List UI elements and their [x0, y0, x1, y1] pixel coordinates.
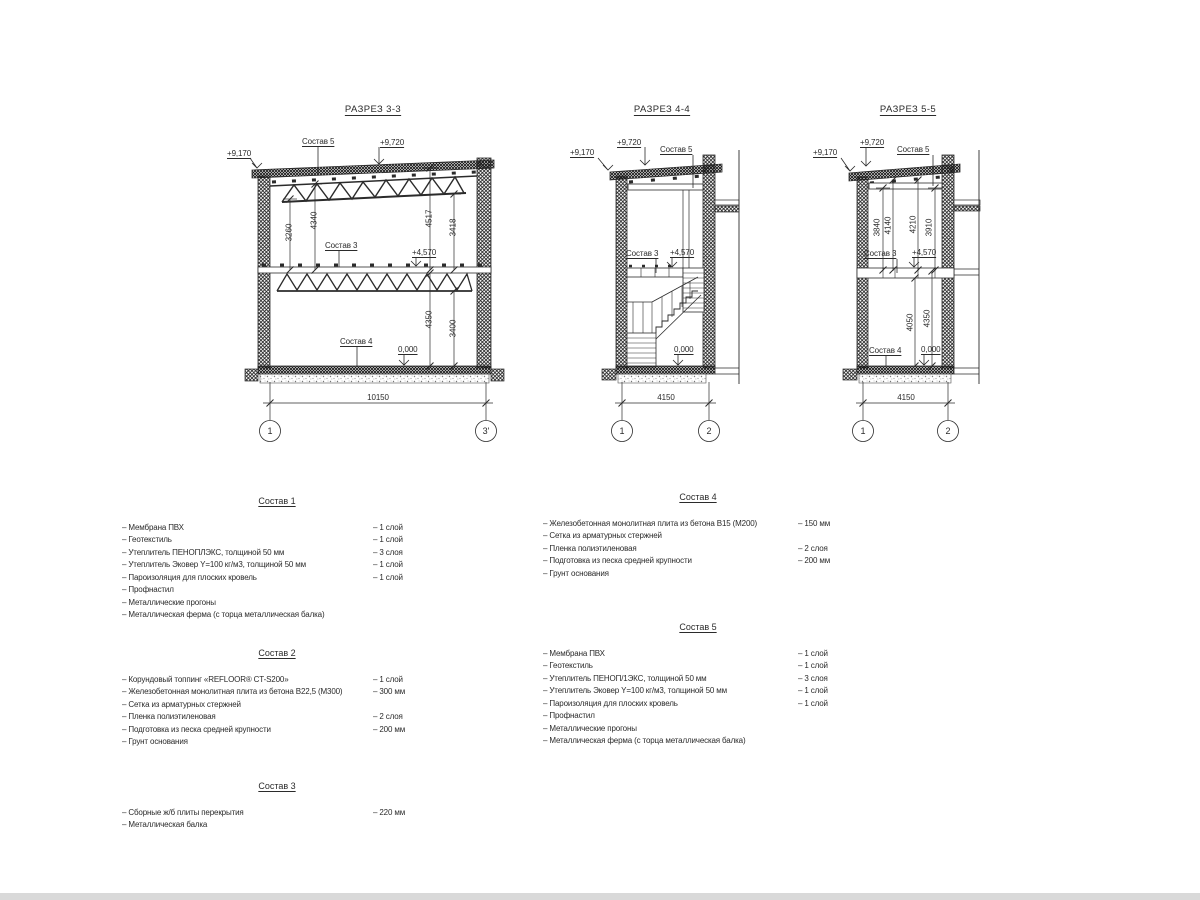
list-item: – Металлическая ферма (с торца металлическая балка) — [543, 736, 746, 746]
list-item: – Корундовый топпинг «REFLOOR® CT-S200» – 1 слой — [122, 675, 403, 684]
callout-roof: Состав 5 — [302, 137, 335, 146]
list-item: – Утеплитель Эковер Y=100 кг/м3, толщиной 50 мм – 1 слой — [122, 560, 403, 570]
list-item: – Подготовка из песка средней крупности – 200 мм — [122, 724, 406, 734]
axis-label-1: 1 — [267, 426, 273, 436]
composition-block-4 — [543, 492, 853, 581]
width-dim-label: 4150 — [657, 393, 675, 402]
list-item: – Железобетонная монолитная плита из бетона В15 (М200) – 150 мм — [543, 519, 831, 528]
list-item: – Профнастил — [543, 711, 595, 721]
level-mark-9170: +9,170 — [813, 148, 838, 157]
level-mark-4570: +4,570 — [412, 248, 437, 257]
foundation-tab-left — [602, 369, 616, 380]
ceiling-beam-4-4 — [628, 184, 703, 190]
callout-floor: Состав 3 — [626, 249, 659, 258]
list-item: – Металлическая ферма (с торца металлическая балка) — [122, 610, 325, 620]
level-mark-4570: +4,570 — [912, 248, 937, 257]
section-title-4-4: РАЗРЕЗ 4-4 — [633, 104, 691, 115]
dim-4517: 4517 — [424, 209, 434, 228]
composition-block-5 — [543, 622, 853, 749]
list-item: – Мембрана ПВХ – 1 слой — [543, 649, 828, 658]
ground-slab-4-4 — [616, 366, 715, 374]
dim-4340: 4340 — [309, 211, 319, 230]
level-mark-zero: 0,000 — [921, 345, 941, 354]
composition-title: Состав 5 — [679, 622, 717, 632]
dim-4210: 4210 — [908, 215, 918, 234]
right-wall-4-4 — [703, 155, 715, 368]
list-item: – Пленка полиэтиленовая – 2 слоя — [122, 712, 403, 722]
level-mark-zero: 0,000 — [398, 345, 418, 354]
axis-label-1: 1 — [860, 426, 866, 436]
floor-ext-lines — [954, 269, 979, 275]
list-item: – Пленка полиэтиленовая – 2 слоя — [543, 543, 828, 553]
canopy-slab-5-5 — [954, 206, 980, 211]
dim-4140: 4140 — [883, 216, 893, 235]
canopy-5-5 — [954, 200, 980, 205]
ground-slab-5-5 — [857, 366, 954, 374]
level-mark-4570: +4,570 — [670, 248, 695, 257]
axis-label-2: 2 — [706, 426, 712, 436]
list-item: – Утеплитель ПЕНОП/1ЭКС, толщиной 50 мм – 3 слоя — [543, 673, 828, 683]
list-item: – Подготовка из песка средней крупности – 200 мм — [543, 556, 831, 566]
level-mark-9720: +9,720 — [617, 138, 642, 147]
dim-3418: 3418 — [448, 218, 458, 237]
dim-3260: 3260 — [284, 223, 294, 242]
list-item: – Железобетонная монолитная плита из бетона В22,5 (М300) – 300 мм — [122, 687, 406, 697]
list-item: – Грунт основания — [543, 568, 609, 578]
list-item: – Грунт основания — [122, 737, 188, 747]
sand-bed-5-5 — [859, 374, 951, 383]
mid-truss-web — [277, 274, 472, 291]
list-item: – Геотекстиль – 1 слой — [543, 661, 828, 671]
axis-label-2: 2 — [945, 426, 951, 436]
dim-4350: 4350 — [424, 310, 434, 329]
list-item: – Утеплитель Эковер Y=100 кг/м3, толщиной 50 мм – 1 слой — [543, 686, 828, 696]
composition-title: Состав 2 — [258, 648, 296, 658]
list-item: – Металлические прогоны — [543, 723, 637, 733]
width-dim-label: 10150 — [367, 393, 389, 402]
composition-block-1 — [122, 496, 432, 623]
callout-roof: Состав 5 — [660, 145, 693, 154]
axis-label-3: 3' — [482, 426, 490, 436]
callout-floor: Состав 3 — [864, 249, 897, 258]
window-bottom-edge — [0, 893, 1200, 900]
canopy-4-4 — [715, 200, 739, 205]
composition-block-2 — [122, 648, 432, 750]
list-item: – Пароизоляция для плоских кровель – 1 слой — [543, 698, 828, 708]
composition-title: Состав 4 — [679, 492, 717, 502]
composition-block-3 — [122, 781, 432, 833]
level-mark-zero: 0,000 — [674, 345, 694, 354]
list-item: – Металлическая балка — [122, 820, 208, 830]
composition-title: Состав 3 — [258, 781, 296, 791]
sand-bed-4-4 — [618, 374, 706, 383]
level-mark-9170: +9,170 — [227, 149, 252, 158]
dim-3400: 3400 — [448, 319, 458, 338]
callout-roof: Состав 5 — [897, 145, 930, 154]
foundation-tab-left — [245, 369, 258, 381]
left-wall-4-4 — [616, 176, 627, 368]
canopy-slab-4-4 — [715, 206, 739, 212]
ground-ext-lines — [954, 368, 979, 374]
foundation-tab-left — [843, 369, 857, 380]
axis-label-1: 1 — [619, 426, 625, 436]
list-item: – Геотекстиль – 1 слой — [122, 535, 403, 545]
level-mark-9720: +9,720 — [380, 138, 405, 147]
callout-ground: Состав 4 — [340, 337, 373, 346]
composition-title: Состав 1 — [258, 496, 296, 506]
level-mark-9720: +9,720 — [860, 138, 885, 147]
list-item: – Сетка из арматурных стержней — [122, 699, 241, 709]
sand-bed-3-3 — [260, 374, 489, 383]
list-item: – Мембрана ПВХ – 1 слой — [122, 523, 403, 532]
mid-floor-slab-5-5 — [857, 268, 954, 278]
right-wall-5-5 — [942, 155, 954, 368]
upper-stair-flight — [683, 268, 704, 312]
list-item: – Металлические прогоны — [122, 597, 216, 607]
stair-stringer — [656, 295, 701, 339]
section-title-3-3: РАЗРЕЗ 3-3 — [344, 104, 402, 115]
ground-slab-3-3 — [258, 366, 491, 374]
right-wall-3-3 — [477, 158, 491, 368]
ground-ext-lines — [715, 368, 739, 374]
level-mark-9170: +9,170 — [570, 148, 595, 157]
list-item: – Сетка из арматурных стержней — [543, 531, 662, 541]
foundation-tab-right — [491, 369, 504, 381]
list-item: – Пароизоляция для плоских кровель – 1 слой — [122, 572, 403, 582]
list-item: – Сборные ж/б плиты перекрытия – 220 мм — [122, 808, 406, 817]
dim-4350: 4350 — [922, 309, 932, 328]
dim-3910: 3910 — [924, 218, 934, 237]
list-item: – Профнастил — [122, 585, 174, 595]
dim-4050: 4050 — [905, 313, 915, 332]
section-title-5-5: РАЗРЕЗ 5-5 — [879, 104, 937, 115]
callout-ground: Состав 4 — [869, 346, 902, 355]
callout-floor: Состав 3 — [325, 241, 358, 250]
width-dim-label: 4150 — [897, 393, 915, 402]
roof-slab-3-3 — [252, 160, 494, 178]
dim-3840: 3840 — [872, 218, 882, 237]
list-item: – Утеплитель ПЕНОПЛЭКС, толщиной 50 мм – 3 слоя — [122, 547, 403, 557]
